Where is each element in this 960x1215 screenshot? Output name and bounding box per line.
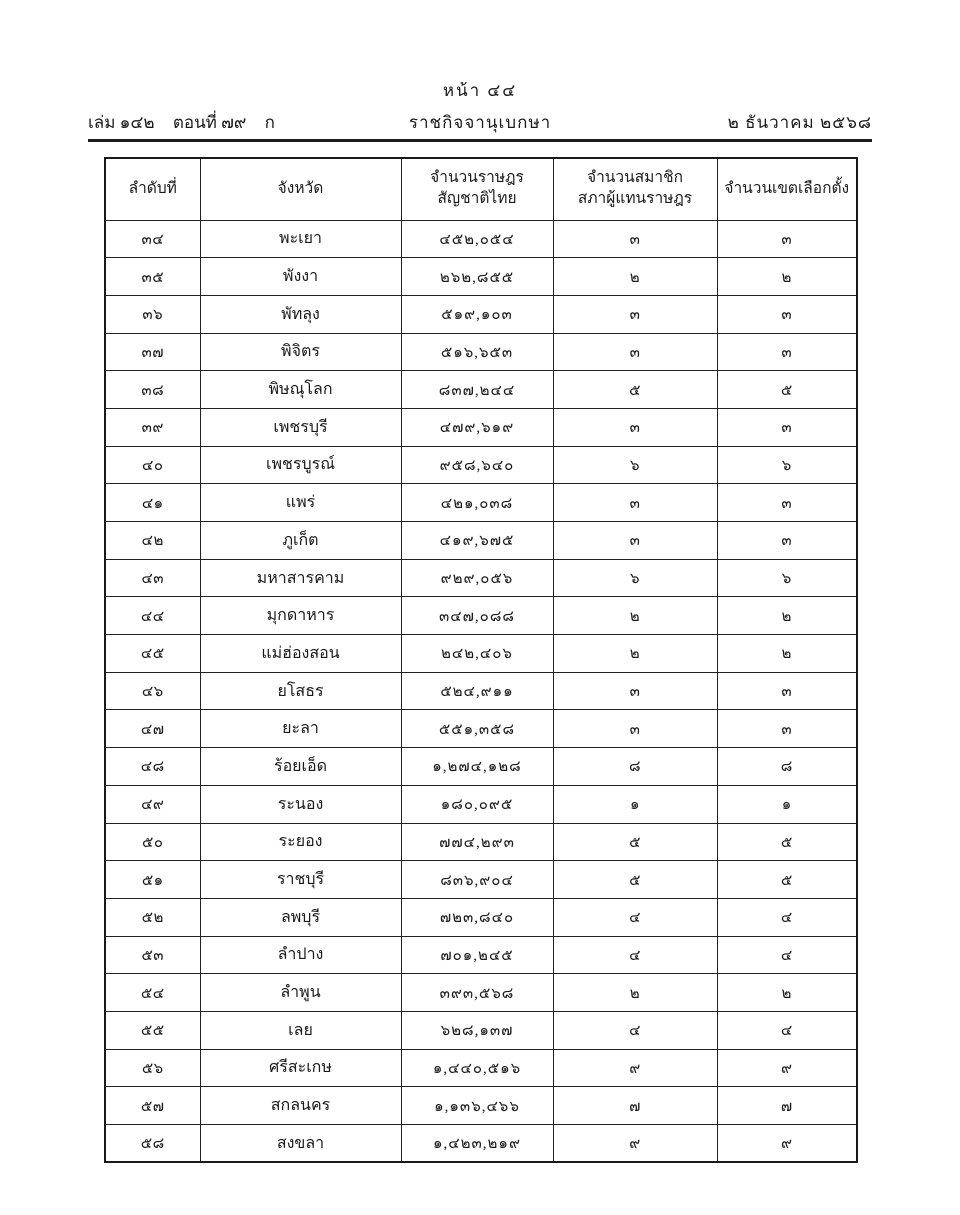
cell-province-name: พัทลุง: [200, 295, 401, 333]
cell-population: ๑๘๐,๐๙๕: [401, 785, 553, 823]
col-header-mp-count: [553, 158, 717, 220]
cell-mp-count: ๕: [553, 823, 717, 861]
part-label: ตอนที่ ๗๙: [172, 113, 247, 132]
cell-province-name: สกลนคร: [200, 1087, 401, 1125]
cell-row-number: ๔๖: [105, 672, 200, 710]
cell-population: ๔๗๙,๖๑๙: [401, 408, 553, 446]
cell-population: ๔๑๙,๖๗๕: [401, 522, 553, 560]
cell-district-count: ๓: [717, 672, 857, 710]
table-row: [105, 635, 857, 673]
table-row: [105, 597, 857, 635]
publication-date: ๒ ธันวาคม ๒๕๖๘: [727, 113, 872, 132]
cell-population: ๖๒๘,๑๓๗: [401, 1011, 553, 1049]
table-row: [105, 484, 857, 522]
cell-mp-count: ๖: [553, 559, 717, 597]
cell-mp-count: ๕: [553, 861, 717, 899]
cell-province-name: ยโสธร: [200, 672, 401, 710]
cell-row-number: ๓๙: [105, 408, 200, 446]
cell-population: ๔๕๒,๐๕๔: [401, 220, 553, 258]
table-row: [105, 446, 857, 484]
cell-district-count: ๕: [717, 823, 857, 861]
col-header-population-line2: สัญชาติไทย: [437, 190, 517, 208]
cell-district-count: ๔: [717, 898, 857, 936]
cell-district-count: ๓: [717, 522, 857, 560]
table-row: [105, 1087, 857, 1125]
cell-district-count: ๓: [717, 220, 857, 258]
cell-mp-count: ๒: [553, 597, 717, 635]
col-header-population: [401, 158, 553, 220]
col-header-mp-line1: จำนวนสมาชิก: [587, 169, 683, 187]
cell-district-count: ๒: [717, 597, 857, 635]
cell-population: ๑,๔๒๓,๒๑๙: [401, 1125, 553, 1163]
cell-mp-count: ๔: [553, 936, 717, 974]
cell-province-name: ภูเก็ต: [200, 522, 401, 560]
cell-population: ๕๕๑,๓๕๘: [401, 710, 553, 748]
cell-row-number: ๓๘: [105, 371, 200, 409]
cell-population: ๓๔๗,๐๘๘: [401, 597, 553, 635]
cell-district-count: ๓: [717, 295, 857, 333]
cell-mp-count: ๓: [553, 710, 717, 748]
cell-district-count: ๔: [717, 1011, 857, 1049]
cell-province-name: ศรีสะเกษ: [200, 1049, 401, 1087]
cell-row-number: ๓๔: [105, 220, 200, 258]
cell-mp-count: ๕: [553, 371, 717, 409]
cell-province-name: มหาสารคาม: [200, 559, 401, 597]
cell-mp-count: ๔: [553, 1011, 717, 1049]
cell-province-name: ราชบุรี: [200, 861, 401, 899]
cell-row-number: ๔๔: [105, 597, 200, 635]
book-section-label: ก: [264, 113, 275, 132]
cell-district-count: ๗: [717, 1087, 857, 1125]
cell-row-number: ๔๗: [105, 710, 200, 748]
cell-district-count: ๔: [717, 936, 857, 974]
cell-mp-count: ๓: [553, 672, 717, 710]
cell-province-name: พังงา: [200, 258, 401, 296]
cell-province-name: พะเยา: [200, 220, 401, 258]
cell-province-name: ลำปาง: [200, 936, 401, 974]
cell-row-number: ๕๐: [105, 823, 200, 861]
cell-district-count: ๙: [717, 1125, 857, 1163]
table-body: [105, 220, 857, 1162]
cell-population: ๗๐๑,๒๔๕: [401, 936, 553, 974]
cell-row-number: ๕๕: [105, 1011, 200, 1049]
table-row: [105, 748, 857, 786]
table-row: [105, 522, 857, 560]
cell-district-count: ๕: [717, 371, 857, 409]
cell-row-number: ๔๘: [105, 748, 200, 786]
cell-row-number: ๕๑: [105, 861, 200, 899]
cell-mp-count: ๓: [553, 484, 717, 522]
table-row: [105, 258, 857, 296]
table-row: [105, 295, 857, 333]
masthead-row: [88, 109, 872, 133]
cell-mp-count: ๓: [553, 408, 717, 446]
cell-district-count: ๓: [717, 710, 857, 748]
cell-mp-count: ๒: [553, 974, 717, 1012]
cell-row-number: ๓๖: [105, 295, 200, 333]
cell-population: ๗๒๓,๘๔๐: [401, 898, 553, 936]
cell-district-count: ๑: [717, 785, 857, 823]
cell-mp-count: ๒: [553, 635, 717, 673]
cell-population: ๙๕๘,๖๔๐: [401, 446, 553, 484]
header-rule-divider: [88, 139, 872, 142]
cell-mp-count: ๘: [553, 748, 717, 786]
cell-mp-count: ๓: [553, 220, 717, 258]
cell-district-count: ๓: [717, 484, 857, 522]
cell-row-number: ๓๗: [105, 333, 200, 371]
cell-population: ๘๓๗,๒๔๔: [401, 371, 553, 409]
cell-district-count: ๓: [717, 333, 857, 371]
cell-population: ๓๙๓,๕๖๘: [401, 974, 553, 1012]
cell-province-name: ร้อยเอ็ด: [200, 748, 401, 786]
cell-mp-count: ๗: [553, 1087, 717, 1125]
cell-row-number: ๔๙: [105, 785, 200, 823]
table-row: [105, 823, 857, 861]
cell-province-name: ลำพูน: [200, 974, 401, 1012]
cell-mp-count: ๓: [553, 333, 717, 371]
cell-district-count: ๒: [717, 258, 857, 296]
table-row: [105, 785, 857, 823]
cell-district-count: ๓: [717, 408, 857, 446]
table-row: [105, 898, 857, 936]
cell-population: ๑,๑๓๖,๔๖๖: [401, 1087, 553, 1125]
cell-mp-count: ๙: [553, 1049, 717, 1087]
cell-row-number: ๓๕: [105, 258, 200, 296]
cell-row-number: ๕๔: [105, 974, 200, 1012]
cell-row-number: ๕๓: [105, 936, 200, 974]
cell-province-name: พิจิตร: [200, 333, 401, 371]
cell-province-name: ระยอง: [200, 823, 401, 861]
page-number: หน้า ๔๔: [442, 81, 518, 100]
cell-district-count: ๙: [717, 1049, 857, 1087]
cell-province-name: ยะลา: [200, 710, 401, 748]
table-row: [105, 220, 857, 258]
cell-row-number: ๕๗: [105, 1087, 200, 1125]
cell-row-number: ๔๐: [105, 446, 200, 484]
col-header-mp-line2: สภาผู้แทนราษฎร: [577, 190, 693, 208]
cell-population: ๒๖๒,๘๕๕: [401, 258, 553, 296]
cell-row-number: ๔๒: [105, 522, 200, 560]
cell-province-name: เพชรบูรณ์: [200, 446, 401, 484]
cell-row-number: ๕๘: [105, 1125, 200, 1163]
cell-mp-count: ๓: [553, 522, 717, 560]
col-header-row-number: ลำดับที่: [105, 158, 200, 220]
table-row: [105, 1049, 857, 1087]
cell-row-number: ๔๑: [105, 484, 200, 522]
cell-province-name: ลพบุรี: [200, 898, 401, 936]
cell-district-count: ๕: [717, 861, 857, 899]
cell-population: ๑,๒๗๔,๑๒๘: [401, 748, 553, 786]
cell-population: ๑,๔๔๐,๕๑๖: [401, 1049, 553, 1087]
cell-district-count: ๖: [717, 446, 857, 484]
cell-mp-count: ๔: [553, 898, 717, 936]
cell-province-name: สงขลา: [200, 1125, 401, 1163]
cell-row-number: ๕๖: [105, 1049, 200, 1087]
cell-row-number: ๔๓: [105, 559, 200, 597]
cell-district-count: ๒: [717, 974, 857, 1012]
cell-district-count: ๖: [717, 559, 857, 597]
cell-province-name: แม่ฮ่องสอน: [200, 635, 401, 673]
table-row: [105, 1011, 857, 1049]
cell-population: ๒๔๒,๔๐๖: [401, 635, 553, 673]
cell-province-name: แพร่: [200, 484, 401, 522]
cell-province-name: เลย: [200, 1011, 401, 1049]
cell-mp-count: ๒: [553, 258, 717, 296]
gazette-title: ราชกิจจานุเบกษา: [408, 113, 552, 132]
table-row: [105, 333, 857, 371]
table-row: [105, 408, 857, 446]
cell-population: ๔๒๑,๐๓๘: [401, 484, 553, 522]
cell-population: ๘๓๖,๙๐๔: [401, 861, 553, 899]
table-row: [105, 861, 857, 899]
volume-label: เล่ม ๑๔๒: [88, 113, 155, 132]
table-header: [105, 158, 857, 220]
cell-district-count: ๒: [717, 635, 857, 673]
table-row: [105, 371, 857, 409]
cell-province-name: ระนอง: [200, 785, 401, 823]
cell-row-number: ๕๒: [105, 898, 200, 936]
cell-row-number: ๔๕: [105, 635, 200, 673]
cell-population: ๗๗๔,๒๙๓: [401, 823, 553, 861]
cell-district-count: ๘: [717, 748, 857, 786]
mp-apportionment-table: [104, 157, 858, 1163]
table-row: [105, 936, 857, 974]
table-row: [105, 710, 857, 748]
table-row: [105, 974, 857, 1012]
cell-population: ๙๒๙,๐๕๖: [401, 559, 553, 597]
table-row: [105, 1125, 857, 1163]
table-header-row: [105, 158, 857, 220]
col-header-population-line1: จำนวนราษฎร: [430, 169, 524, 187]
volume-part-group: [88, 109, 275, 136]
cell-province-name: มุกดาหาร: [200, 597, 401, 635]
cell-mp-count: ๖: [553, 446, 717, 484]
cell-population: ๕๑๙,๑๐๓: [401, 295, 553, 333]
table-row: [105, 559, 857, 597]
cell-mp-count: ๙: [553, 1125, 717, 1163]
cell-population: ๕๑๖,๖๕๓: [401, 333, 553, 371]
cell-province-name: พิษณุโลก: [200, 371, 401, 409]
cell-mp-count: ๓: [553, 295, 717, 333]
cell-province-name: เพชรบุรี: [200, 408, 401, 446]
cell-population: ๕๒๔,๙๑๑: [401, 672, 553, 710]
cell-mp-count: ๑: [553, 785, 717, 823]
col-header-districts: จำนวนเขตเลือกตั้ง: [717, 158, 857, 220]
col-header-province: จังหวัด: [200, 158, 401, 220]
table-row: [105, 672, 857, 710]
